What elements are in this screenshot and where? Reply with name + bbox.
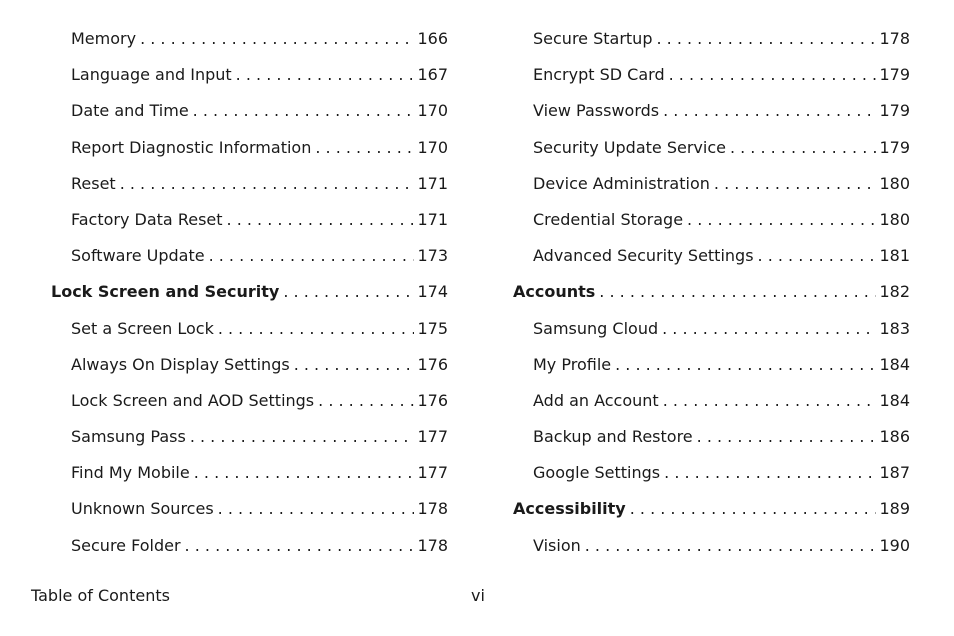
toc-entry-page: 170 bbox=[417, 137, 448, 157]
toc-entry[interactable] bbox=[51, 24, 448, 60]
toc-entry[interactable] bbox=[51, 96, 448, 132]
dot-leader bbox=[120, 169, 415, 199]
toc-entry[interactable] bbox=[51, 494, 448, 530]
toc-entry-page: 187 bbox=[879, 463, 910, 483]
toc-entry-label: Backup and Restore bbox=[533, 427, 693, 447]
dot-leader bbox=[193, 96, 415, 126]
dot-leader bbox=[697, 422, 877, 452]
toc-section-entry[interactable] bbox=[51, 277, 448, 313]
toc-entry[interactable] bbox=[513, 531, 910, 567]
toc-entry-label: Vision bbox=[533, 535, 581, 555]
toc-entry[interactable] bbox=[51, 133, 448, 169]
toc-entry-page: 175 bbox=[417, 318, 448, 338]
toc-entry-label: Language and Input bbox=[71, 65, 232, 85]
toc-entry-label: Security Update Service bbox=[533, 137, 726, 157]
toc-entry-page: 179 bbox=[879, 65, 910, 85]
toc-entry-label: Date and Time bbox=[71, 101, 189, 121]
toc-entry-page: 180 bbox=[879, 173, 910, 193]
toc-entry[interactable] bbox=[51, 314, 448, 350]
toc-entry[interactable] bbox=[513, 133, 910, 169]
toc-entry-page: 182 bbox=[879, 282, 910, 302]
toc-entry-label: Accounts bbox=[513, 282, 596, 302]
toc-entry-label: Report Diagnostic Information bbox=[71, 137, 312, 157]
toc-entry-label: Accessibility bbox=[513, 499, 626, 519]
toc-entry[interactable] bbox=[51, 169, 448, 205]
dot-leader bbox=[585, 531, 877, 561]
toc-entry-label: Advanced Security Settings bbox=[533, 246, 754, 266]
toc-entry[interactable] bbox=[51, 241, 448, 277]
dot-leader bbox=[730, 133, 877, 163]
dot-leader bbox=[663, 386, 877, 416]
toc-entry-label: Add an Account bbox=[533, 390, 659, 410]
toc-entry-page: 171 bbox=[417, 173, 448, 193]
dot-leader bbox=[662, 314, 876, 344]
toc-entry[interactable] bbox=[513, 169, 910, 205]
toc-entry-label: Reset bbox=[71, 173, 116, 193]
dot-leader bbox=[218, 314, 415, 344]
toc-entry-page: 186 bbox=[879, 427, 910, 447]
toc-entry-page: 167 bbox=[417, 65, 448, 85]
toc-entry[interactable] bbox=[513, 96, 910, 132]
dot-leader bbox=[758, 241, 877, 271]
toc-entry-label: Samsung Cloud bbox=[533, 318, 659, 338]
dot-leader bbox=[318, 386, 414, 416]
dot-leader bbox=[140, 24, 414, 54]
toc-entry-label: Secure Folder bbox=[71, 535, 181, 555]
dot-leader bbox=[218, 494, 415, 524]
toc-entry-label: Credential Storage bbox=[533, 209, 684, 229]
dot-leader bbox=[656, 24, 876, 54]
toc-entry-page: 183 bbox=[879, 318, 910, 338]
dot-leader bbox=[227, 205, 415, 235]
toc-entry[interactable] bbox=[51, 531, 448, 567]
toc-entry-label: Lock Screen and Security bbox=[51, 282, 280, 302]
toc-entry-page: 171 bbox=[417, 209, 448, 229]
toc-entry-page: 176 bbox=[417, 390, 448, 410]
toc-entry-page: 181 bbox=[879, 246, 910, 266]
dot-leader bbox=[714, 169, 877, 199]
dot-leader bbox=[664, 458, 876, 488]
toc-entry[interactable] bbox=[513, 350, 910, 386]
toc-entry-page: 170 bbox=[417, 101, 448, 121]
toc-entry[interactable] bbox=[513, 314, 910, 350]
toc-right-column bbox=[513, 24, 910, 567]
toc-entry-label: View Passwords bbox=[533, 101, 660, 121]
dot-leader bbox=[236, 60, 415, 90]
dot-leader bbox=[185, 531, 415, 561]
toc-entry-label: Device Administration bbox=[533, 173, 710, 193]
toc-entry-page: 190 bbox=[879, 535, 910, 555]
dot-leader bbox=[630, 494, 877, 524]
toc-entry-page: 177 bbox=[417, 463, 448, 483]
toc-entry-label: My Profile bbox=[533, 354, 612, 374]
toc-entry[interactable] bbox=[51, 350, 448, 386]
toc-entry-page: 184 bbox=[879, 354, 910, 374]
toc-entry[interactable] bbox=[513, 422, 910, 458]
dot-leader bbox=[283, 277, 414, 307]
dot-leader bbox=[669, 60, 877, 90]
dot-leader bbox=[294, 350, 415, 380]
toc-section-entry[interactable] bbox=[513, 494, 910, 530]
toc-entry[interactable] bbox=[51, 386, 448, 422]
toc-entry[interactable] bbox=[513, 458, 910, 494]
toc-entry-page: 178 bbox=[417, 499, 448, 519]
dot-leader bbox=[209, 241, 415, 271]
toc-entry[interactable] bbox=[513, 205, 910, 241]
dot-leader bbox=[687, 205, 876, 235]
footer-page-number: vi bbox=[471, 586, 485, 605]
toc-entry[interactable] bbox=[51, 422, 448, 458]
toc-entry-label: Always On Display Settings bbox=[71, 354, 290, 374]
toc-entry[interactable] bbox=[513, 241, 910, 277]
dot-leader bbox=[190, 422, 415, 452]
toc-entry-label: Find My Mobile bbox=[71, 463, 190, 483]
toc-entry-page: 184 bbox=[879, 390, 910, 410]
toc-entry-page: 178 bbox=[417, 535, 448, 555]
toc-entry-label: Secure Startup bbox=[533, 29, 653, 48]
toc-entry-page: 173 bbox=[417, 246, 448, 266]
toc-entry-page: 180 bbox=[879, 209, 910, 229]
dot-leader bbox=[599, 277, 876, 307]
toc-entry-label: Lock Screen and AOD Settings bbox=[71, 390, 315, 410]
toc-entry-page: 166 bbox=[417, 29, 448, 48]
toc-section-entry[interactable] bbox=[513, 277, 910, 313]
toc-entry-label: Encrypt SD Card bbox=[533, 65, 665, 85]
toc-entry-page: 178 bbox=[879, 29, 910, 48]
toc-entry-page: 189 bbox=[879, 499, 910, 519]
footer-title: Table of Contents bbox=[31, 586, 170, 605]
dot-leader bbox=[194, 458, 415, 488]
dot-leader bbox=[315, 133, 414, 163]
toc-entry-label: Set a Screen Lock bbox=[71, 318, 214, 338]
toc-entry-page: 174 bbox=[417, 282, 448, 302]
toc-entry-page: 177 bbox=[417, 427, 448, 447]
toc-left-column bbox=[51, 24, 448, 567]
toc-entry[interactable] bbox=[51, 458, 448, 494]
toc-entry[interactable] bbox=[513, 24, 910, 60]
dot-leader bbox=[663, 96, 876, 126]
toc-entry[interactable] bbox=[51, 205, 448, 241]
toc-entry[interactable] bbox=[513, 386, 910, 422]
toc-entry-page: 176 bbox=[417, 354, 448, 374]
toc-entry[interactable] bbox=[51, 60, 448, 96]
toc-entry-label: Software Update bbox=[71, 246, 205, 266]
toc-entry[interactable] bbox=[513, 60, 910, 96]
toc-entry-label: Samsung Pass bbox=[71, 427, 186, 447]
dot-leader bbox=[615, 350, 876, 380]
toc-entry-label: Factory Data Reset bbox=[71, 209, 223, 229]
toc-entry-label: Memory bbox=[71, 29, 137, 48]
toc-entry-label: Unknown Sources bbox=[71, 499, 214, 519]
toc-entry-page: 179 bbox=[879, 101, 910, 121]
toc-entry-page: 179 bbox=[879, 137, 910, 157]
toc-entry-label: Google Settings bbox=[533, 463, 661, 483]
